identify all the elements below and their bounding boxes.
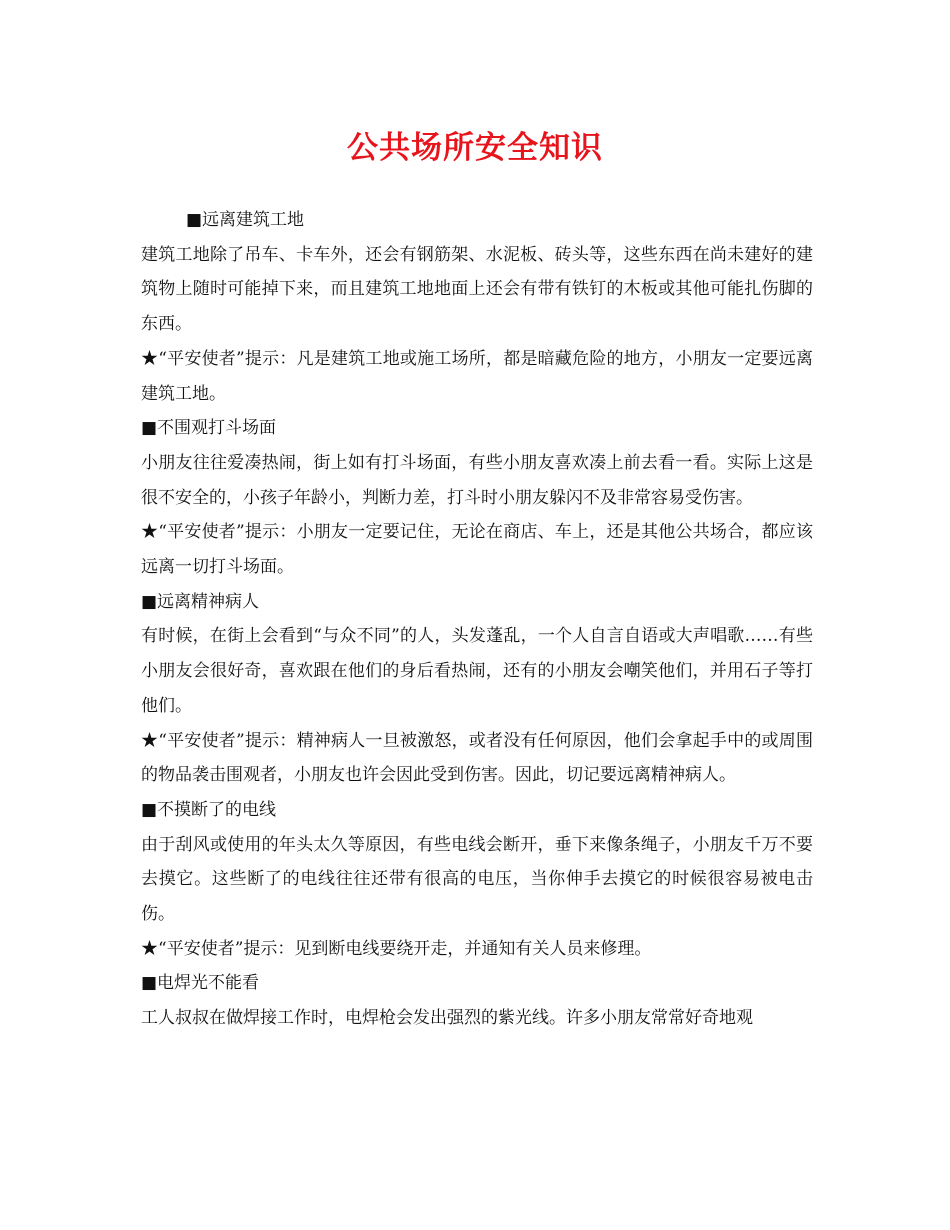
safety-tip: ★“平安使者”提示：凡是建筑工地或施工场所，都是暗藏危险的地方，小朋友一定要远离建筑工地。 [141, 348, 813, 404]
safety-tip: ★“平安使者”提示：见到断电线要绕开走，并通知有关人员来修理。 [141, 938, 652, 959]
safety-tip: ★“平安使者”提示：小朋友一定要记住，无论在商店、车上，还是其他公共场合，都应该远离一切打斗场面。 [141, 522, 813, 578]
body-paragraph: 小朋友往往爱凑热闹，街上如有打斗场面，有些小朋友喜欢凑上前去看一看。实际上这是很不安全的，小孩子年龄小，判断力差，打斗时小朋友躲闪不及非常容易受伤害。 [141, 452, 813, 508]
body-paragraph: 由于刮风或使用的年头太久等原因，有些电线会断开，垂下来像条绳子，小朋友千万不要去摸它。这些断了的电线往往还带有很高的电压，当你伸手去摸它的时候很容易被电击伤。 [141, 834, 813, 925]
document-body [141, 203, 813, 1036]
document-title: 公共场所安全知识 [347, 130, 603, 166]
body-paragraph: 建筑工地除了吊车、卡车外，还会有钢筋架、水泥板、砖头等，这些东西在尚未建好的建筑物上随时可能掉下来，而且建筑工地地面上还会有带有铁钉的木板或其他可能扎伤脚的东西。 [141, 244, 813, 335]
body-paragraph: 有时候，在街上会看到“与众不同”的人，头发蓬乱，一个人自言自语或大声唱歌……有些小朋友会很好奇，喜欢跟在他们的身后看热闹，还有的小朋友会嘲笑他们，并用石子等打他们。 [141, 626, 813, 716]
section-heading: ■不摸断了的电线 [141, 799, 277, 820]
section-heading: ■电焊光不能看 [141, 973, 260, 994]
section-heading: ■不围观打斗场面 [141, 418, 277, 439]
safety-tip: ★“平安使者”提示：精神病人一旦被激怒，或者没有任何原因，他们会拿起手中的或周围的物品袭击围观者，小朋友也许会因此受到伤害。因此，切记要远离精神病人。 [141, 730, 813, 786]
section-heading: ■远离建筑工地 [186, 210, 305, 230]
section-heading: ■远离精神病人 [141, 591, 260, 612]
body-paragraph: 工人叔叔在做焊接工作时，电焊枪会发出强烈的紫光线。许多小朋友常常好奇地观 [141, 1008, 753, 1029]
